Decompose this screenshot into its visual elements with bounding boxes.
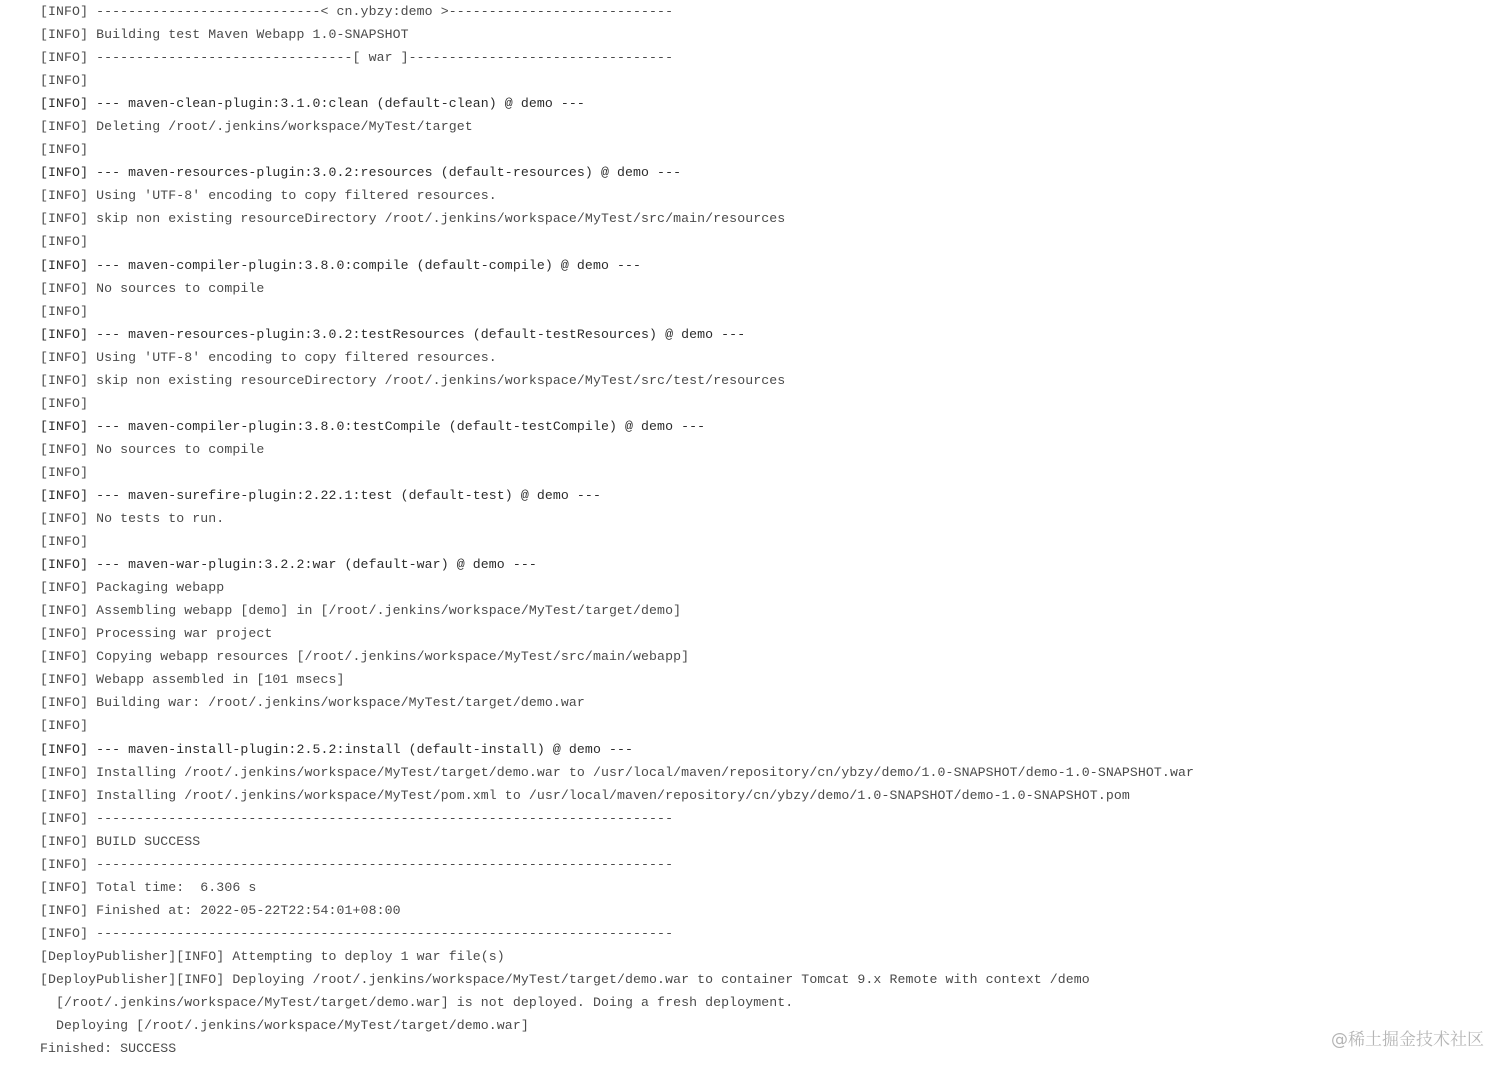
console-line: [INFO] ----------------------------< cn.ybzy:demo >---------------------------- <box>40 4 674 19</box>
console-line: Finished: SUCCESS <box>40 1041 177 1057</box>
console-line: [INFO] Using 'UTF-8' encoding to copy filtered resources. <box>40 349 497 365</box>
console-line: [INFO] --------------------------------[ war ]--------------------------------- <box>40 50 674 66</box>
console-line-plugin: [INFO] --- maven-resources-plugin:3.0.2:testResources (default-testResources) @ demo --- <box>40 326 746 342</box>
console-line-plugin: [INFO] --- maven-resources-plugin:3.0.2:resources (default-resources) @ demo --- <box>40 165 682 181</box>
console-line: [/root/.jenkins/workspace/MyTest/target/demo.war] is not deployed. Doing a fresh deployment. <box>40 995 794 1011</box>
console-line: [INFO] Building test Maven Webapp 1.0-SNAPSHOT <box>40 27 409 43</box>
console-line: [INFO] Processing war project <box>40 626 273 642</box>
console-line: [INFO] Using 'UTF-8' encoding to copy filtered resources. <box>40 188 497 204</box>
console-line: [INFO] Installing /root/.jenkins/workspace/MyTest/pom.xml to /usr/local/maven/repository/cn/ybzy/demo/1.0-SNAPSHOT/demo-1.0-SNAPSHOT.pom <box>40 787 1130 803</box>
console-line: [INFO] <box>40 303 89 319</box>
console-line: [INFO] Copying webapp resources [/root/.jenkins/workspace/MyTest/src/main/webapp] <box>40 649 690 665</box>
console-line: [INFO] Installing /root/.jenkins/workspace/MyTest/target/demo.war to /usr/local/maven/repository/cn/ybzy/demo/1.0-SNAPSHOT/demo-1.0-SNAPSHOT.war <box>40 764 1194 780</box>
console-line: [INFO] Building war: /root/.jenkins/workspace/MyTest/target/demo.war <box>40 695 585 711</box>
console-line: [INFO] ------------------------------------------------------------------------ <box>40 810 674 826</box>
console-line: [INFO] BUILD SUCCESS <box>40 833 201 849</box>
console-line: [INFO] No tests to run. <box>40 511 225 527</box>
console-line: [INFO] skip non existing resourceDirectory /root/.jenkins/workspace/MyTest/src/main/resources <box>40 211 786 227</box>
console-line: [INFO] Assembling webapp [demo] in [/root/.jenkins/workspace/MyTest/target/demo] <box>40 603 682 619</box>
watermark: @稀土掘金技术社区 <box>1331 1030 1484 1050</box>
console-line-plugin: [INFO] --- maven-compiler-plugin:3.8.0:testCompile (default-testCompile) @ demo --- <box>40 418 706 434</box>
console-line-plugin: [INFO] --- maven-compiler-plugin:3.8.0:compile (default-compile) @ demo --- <box>40 257 642 273</box>
console-line: [INFO] Total time: 6.306 s <box>40 879 257 895</box>
console-line-plugin: [INFO] --- maven-clean-plugin:3.1.0:clean (default-clean) @ demo --- <box>40 96 585 112</box>
console-line: [INFO] ------------------------------------------------------------------------ <box>40 925 674 941</box>
console-line: [INFO] <box>40 234 89 250</box>
console-line: [INFO] No sources to compile <box>40 280 265 296</box>
console-line: [INFO] <box>40 395 89 411</box>
console-line: [INFO] <box>40 534 89 550</box>
console-line: [INFO] Deleting /root/.jenkins/workspace/MyTest/target <box>40 119 473 135</box>
console-line: [DeployPublisher][INFO] Attempting to deploy 1 war file(s) <box>40 948 505 964</box>
console-line: [INFO] skip non existing resourceDirectory /root/.jenkins/workspace/MyTest/src/test/resources <box>40 372 786 388</box>
console-line: [INFO] Webapp assembled in [101 msecs] <box>40 672 345 688</box>
console-line-plugin: [INFO] --- maven-install-plugin:2.5.2:install (default-install) @ demo --- <box>40 741 634 757</box>
console-line: [INFO] ------------------------------------------------------------------------ <box>40 856 674 872</box>
console-line: [INFO] <box>40 142 89 158</box>
console-line: [INFO] Finished at: 2022-05-22T22:54:01+08:00 <box>40 902 401 918</box>
console-line: [INFO] <box>40 464 89 480</box>
console-line-plugin: [INFO] --- maven-surefire-plugin:2.22.1:test (default-test) @ demo --- <box>40 487 601 503</box>
console-line-plugin: [INFO] --- maven-war-plugin:3.2.2:war (default-war) @ demo --- <box>40 557 537 573</box>
console-line: [INFO] <box>40 718 89 734</box>
console-line: [DeployPublisher][INFO] Deploying /root/.jenkins/workspace/MyTest/target/demo.war to container Tomcat 9.x Remote with context /demo <box>40 971 1090 987</box>
console-line: [INFO] Packaging webapp <box>40 580 225 596</box>
console-output <box>40 0 1500 1060</box>
console-line: Deploying [/root/.jenkins/workspace/MyTest/target/demo.war] <box>40 1018 529 1034</box>
console-line: [INFO] <box>40 73 89 89</box>
console-line: [INFO] No sources to compile <box>40 441 265 457</box>
